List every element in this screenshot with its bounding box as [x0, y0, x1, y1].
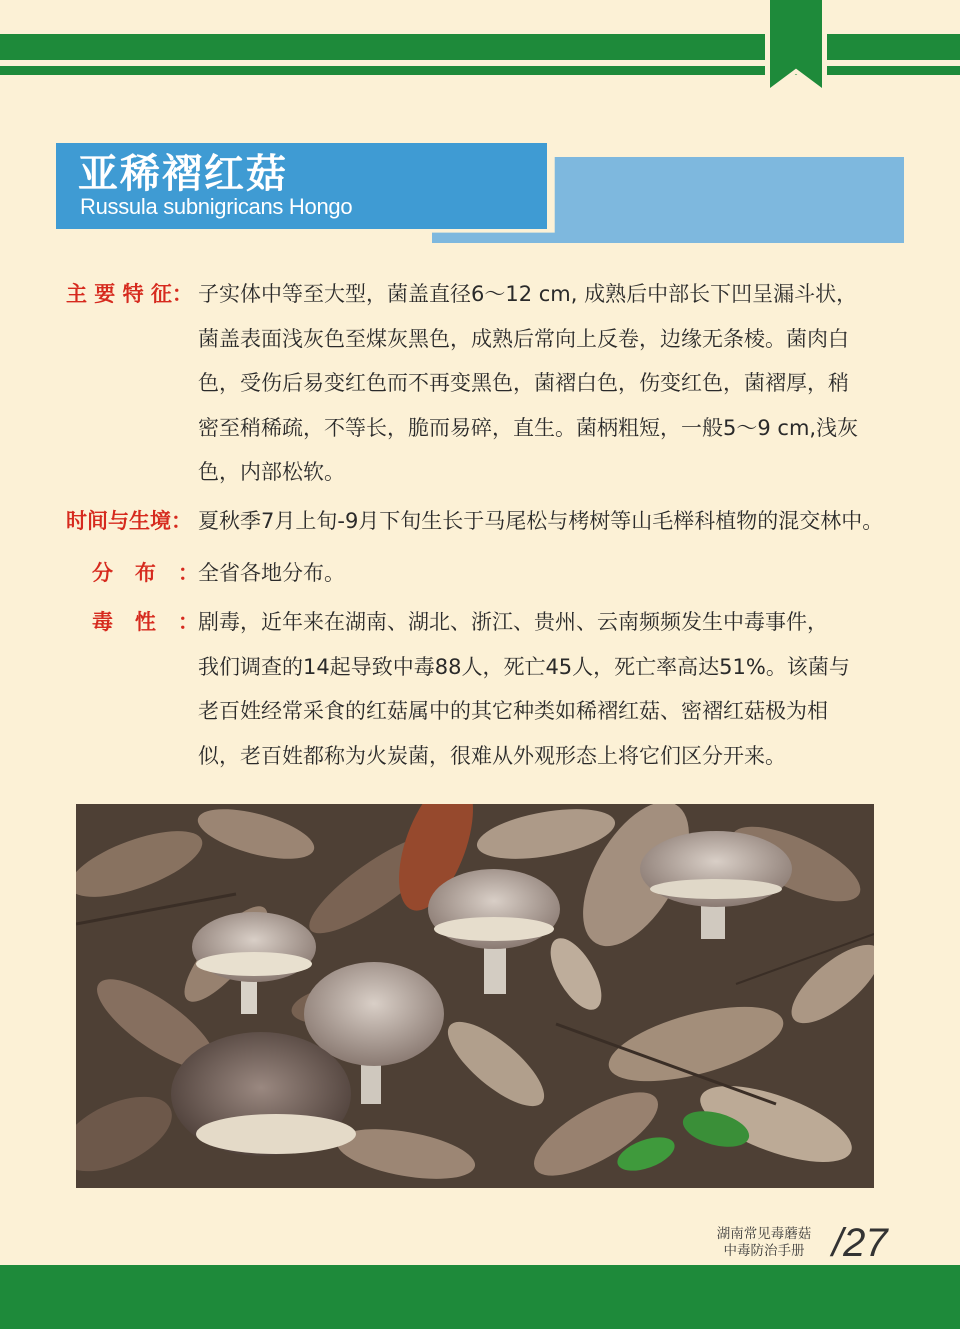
text-line: 全省各地分布。: [198, 561, 345, 585]
text-line: 菌盖表面浅灰色至煤灰黑色，成熟后常向上反卷，边缘无条棱。菌肉白: [198, 326, 849, 351]
label-toxicity: 毒 性 ：: [92, 610, 199, 634]
distribution-text: [198, 551, 888, 596]
text-line: 剧毒，近年来在湖南、湖北、浙江、贵州、云南频频发生中毒事件，: [198, 610, 828, 634]
text-line: 我们调查的14起导致中毒88人，死亡45人，死亡率高达51%。该菌与: [198, 654, 850, 679]
text-line: 似，老百姓都称为火炭菌，很难从外观形态上将它们区分开来。: [198, 743, 786, 768]
book-title: [700, 1226, 828, 1260]
mushroom-photo: [76, 804, 874, 1188]
footer-band: [0, 1265, 960, 1329]
label-main-features: 主 要 特 征：: [66, 282, 193, 306]
page-title: 亚稀褶红菇: [78, 151, 288, 197]
label-distribution: 分 布 ：: [92, 561, 199, 585]
toxicity-text: [198, 600, 888, 778]
book-title-line1: 湖南常见毒蘑菇: [716, 1226, 812, 1242]
text-line: 老百姓经常采食的红菇属中的其它种类如稀褶红菇、密褶红菇极为相: [198, 699, 828, 723]
scientific-name: Russula subnigricans Hongo: [80, 194, 353, 219]
label-time-habitat: 时间与生境：: [66, 509, 192, 533]
text-line: 子实体中等至大型，菌盖直径6～12 cm, 成熟后中部长下凹呈漏斗状，: [198, 282, 858, 306]
text-line: 色，受伤后易变红色而不再变黑色，菌褶白色，伤变红色，菌褶厚，稍: [198, 371, 849, 395]
mushroom-photo-illustration: [76, 804, 874, 1188]
page-number: /27: [832, 1221, 888, 1265]
time-habitat-text: [198, 499, 888, 544]
book-title-line2: 中毒防治手册: [723, 1243, 805, 1259]
text-line: 色，内部松软。: [198, 460, 345, 484]
text-line: 夏秋季7月上旬-9月下旬生长于马尾松与栲树等山毛榉科植物的混交林中。: [198, 509, 884, 533]
main-features-text: [198, 272, 888, 495]
text-line: 密至稍稀疏，不等长，脆而易碎，直生。菌柄粗短，一般5～9 cm,浅灰: [198, 415, 859, 440]
